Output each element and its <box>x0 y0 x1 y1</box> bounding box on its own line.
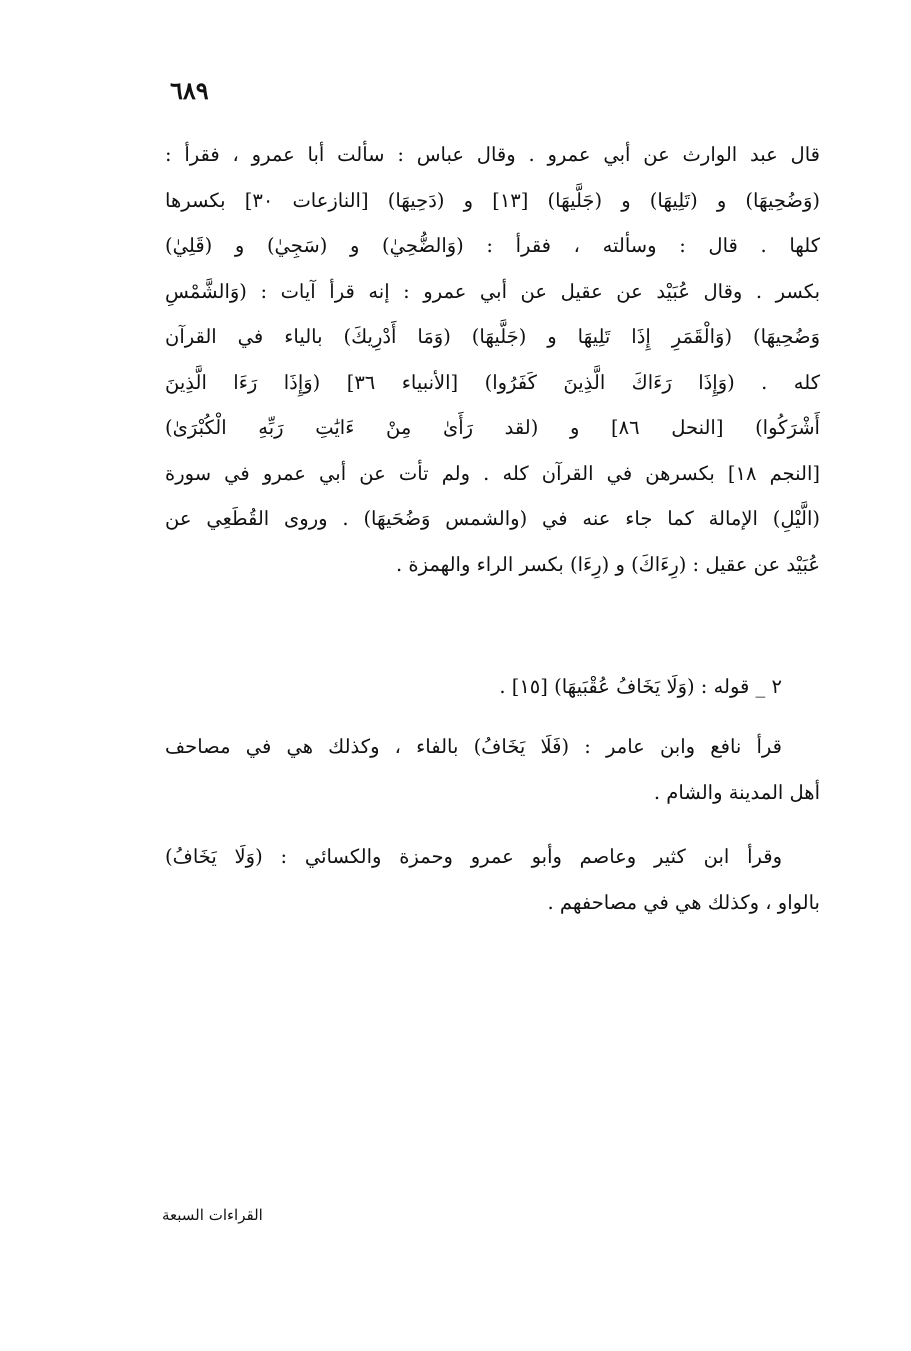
text-line: بالواو ، وكذلك هي في مصاحفهم . <box>547 890 820 914</box>
footer-title: القراءات السبعة <box>162 1206 263 1224</box>
text-line: (وَضُحِيهَا) و (تَلِيهَا) و (جَلَّيهَا) [١٣] و (دَحِيهَا) [النازعات ٣٠] بكسرها <box>165 188 820 212</box>
text-line: ٢ _ قوله : (وَلَا يَخَافُ عُقْبَيهَا) [١٥] . <box>499 675 782 698</box>
text-line: وَضُحِيهَا) (وَالْقَمَرِ إِذَا تَلِيهَا و (جَلَّيهَا) (وَمَا أَدْرِيكَ) بالياء في القرآن <box>165 325 820 348</box>
paragraph-nafi <box>165 724 820 815</box>
text-line: أَشْرَكُوا) [النحل ٨٦] و (لقد رَأَىٰ مِنْ ءَايَٰتِ رَبِّهِ الْكُبْرَىٰ) <box>165 416 820 439</box>
main-paragraph <box>165 132 820 587</box>
text-line: كلها . قال : وسألته ، فقرأ : (وَالضُّحِيٰ) و (سَجِيٰ) و (قَلِيٰ) <box>165 234 820 257</box>
text-line: أهل المدينة والشام . <box>653 780 820 804</box>
text-line: عُبَيْد عن عقيل : (رِءَاكَ) و (رِءَا) بكسر الراء والهمزة . <box>395 552 820 576</box>
text-line: قرأ نافع وابن عامر : (فَلَا يَخَافُ) بالفاء ، وكذلك هي في مصاحف <box>165 735 782 758</box>
text-line: [النجم ١٨] بكسرهن في القرآن كله . ولم تأت عن أبي عمرو في سورة <box>165 461 821 485</box>
text-line: (الَّيْلِ) الإمالة كما جاء عنه في (والشمس وَضُحَيهَا) . وروى القُطَعِي عن <box>165 507 820 530</box>
text-line: وقرأ ابن كثير وعاصم وأبو عمرو وحمزة والكسائي : (وَلَا يَخَافُ) <box>165 845 782 868</box>
text-line: بكسر . وقال عُبَيْد عن عقيل عن أبي عمرو : إنه قرأ آيات : (وَالشَّمْسِ <box>165 279 820 303</box>
page-number: ٦٨٩ <box>170 76 209 105</box>
paragraph-ibn-kathir <box>165 834 820 925</box>
text-line: قال عبد الوارث عن أبي عمرو . وقال عباس : سألت أبا عمرو ، فقرأ : <box>165 143 820 166</box>
text-line: كله . (وَإِذَا رَءَاكَ الَّذِينَ كَفَرُوا) [الأنبياء ٣٦] (وَإِذَا رَءَا الَّذِينَ <box>165 370 820 394</box>
item-2-heading <box>165 664 820 710</box>
